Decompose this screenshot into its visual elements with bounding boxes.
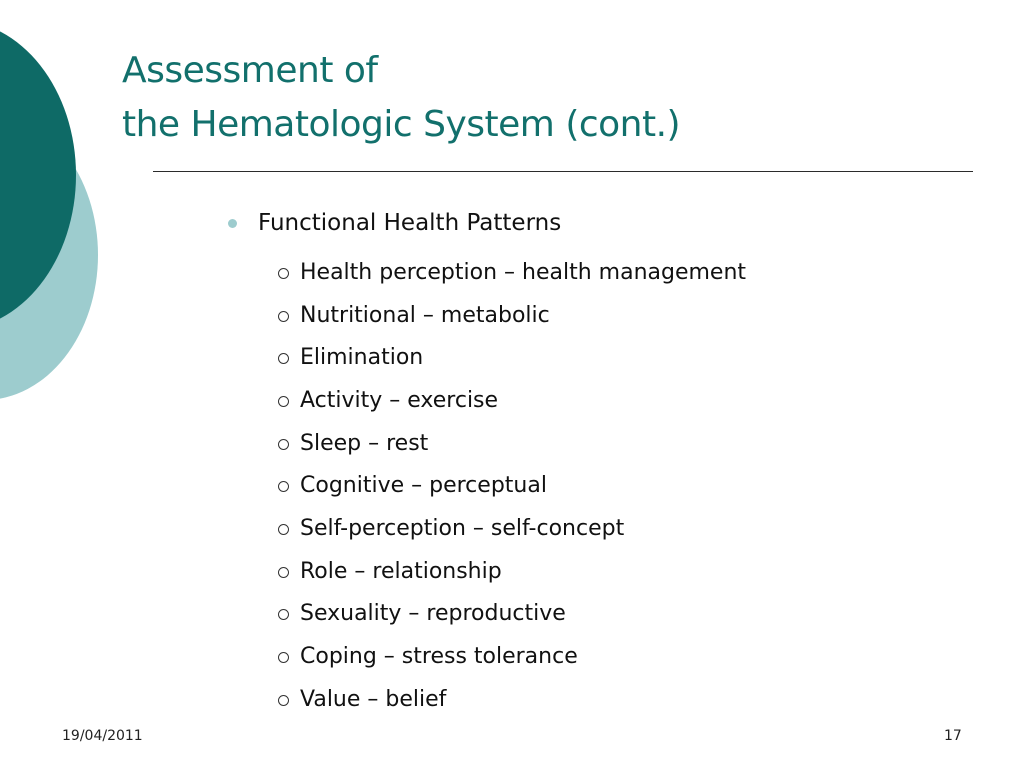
circle-bullet-icon (278, 652, 289, 663)
circle-bullet-icon (278, 481, 289, 492)
sub-bullet (278, 336, 746, 379)
circle-bullet-icon (278, 524, 289, 535)
sub-bullet-list (278, 251, 746, 721)
circle-bullet-icon (278, 311, 289, 322)
sub-bullet-text: Health perception – health management (300, 259, 747, 285)
sub-bullet (278, 422, 746, 465)
sub-bullet-text: Sleep – rest (300, 430, 429, 456)
circle-bullet-icon (278, 268, 289, 279)
sub-bullet-text: Elimination (300, 345, 424, 371)
main-bullet-text: Functional Health Patterns (258, 210, 562, 236)
sub-bullet (278, 593, 746, 636)
slide-title-line-2: the Hematologic System (cont.) (122, 104, 681, 145)
slide-title (122, 44, 680, 152)
sub-bullet-text: Coping – stress tolerance (300, 644, 578, 670)
sub-bullet-text: Role – relationship (300, 558, 502, 584)
sub-bullet (278, 251, 746, 294)
sub-bullet (278, 550, 746, 593)
sub-bullet-text: Self-perception – self-concept (300, 515, 625, 541)
sub-bullet (278, 294, 746, 337)
sub-bullet (278, 635, 746, 678)
sub-bullet (278, 678, 746, 721)
bullet-dot-icon (228, 219, 237, 228)
sub-bullet-text: Nutritional – metabolic (300, 302, 550, 328)
slide-title-line-1: Assessment of (122, 50, 378, 91)
sub-bullet (278, 379, 746, 422)
sub-bullet (278, 507, 746, 550)
circle-bullet-icon (278, 609, 289, 620)
sub-bullet (278, 464, 746, 507)
page-number: 17 (944, 728, 962, 744)
circle-bullet-icon (278, 567, 289, 578)
circle-bullet-icon (278, 439, 289, 450)
footer-date: 19/04/2011 (62, 728, 143, 744)
circle-bullet-icon (278, 396, 289, 407)
title-divider (153, 171, 973, 172)
main-bullet (228, 206, 561, 240)
sub-bullet-text: Activity – exercise (300, 387, 499, 413)
sub-bullet-text: Value – belief (300, 686, 447, 712)
sub-bullet-text: Cognitive – perceptual (300, 473, 547, 499)
circle-bullet-icon (278, 353, 289, 364)
circle-bullet-icon (278, 695, 289, 706)
sub-bullet-text: Sexuality – reproductive (300, 601, 566, 627)
